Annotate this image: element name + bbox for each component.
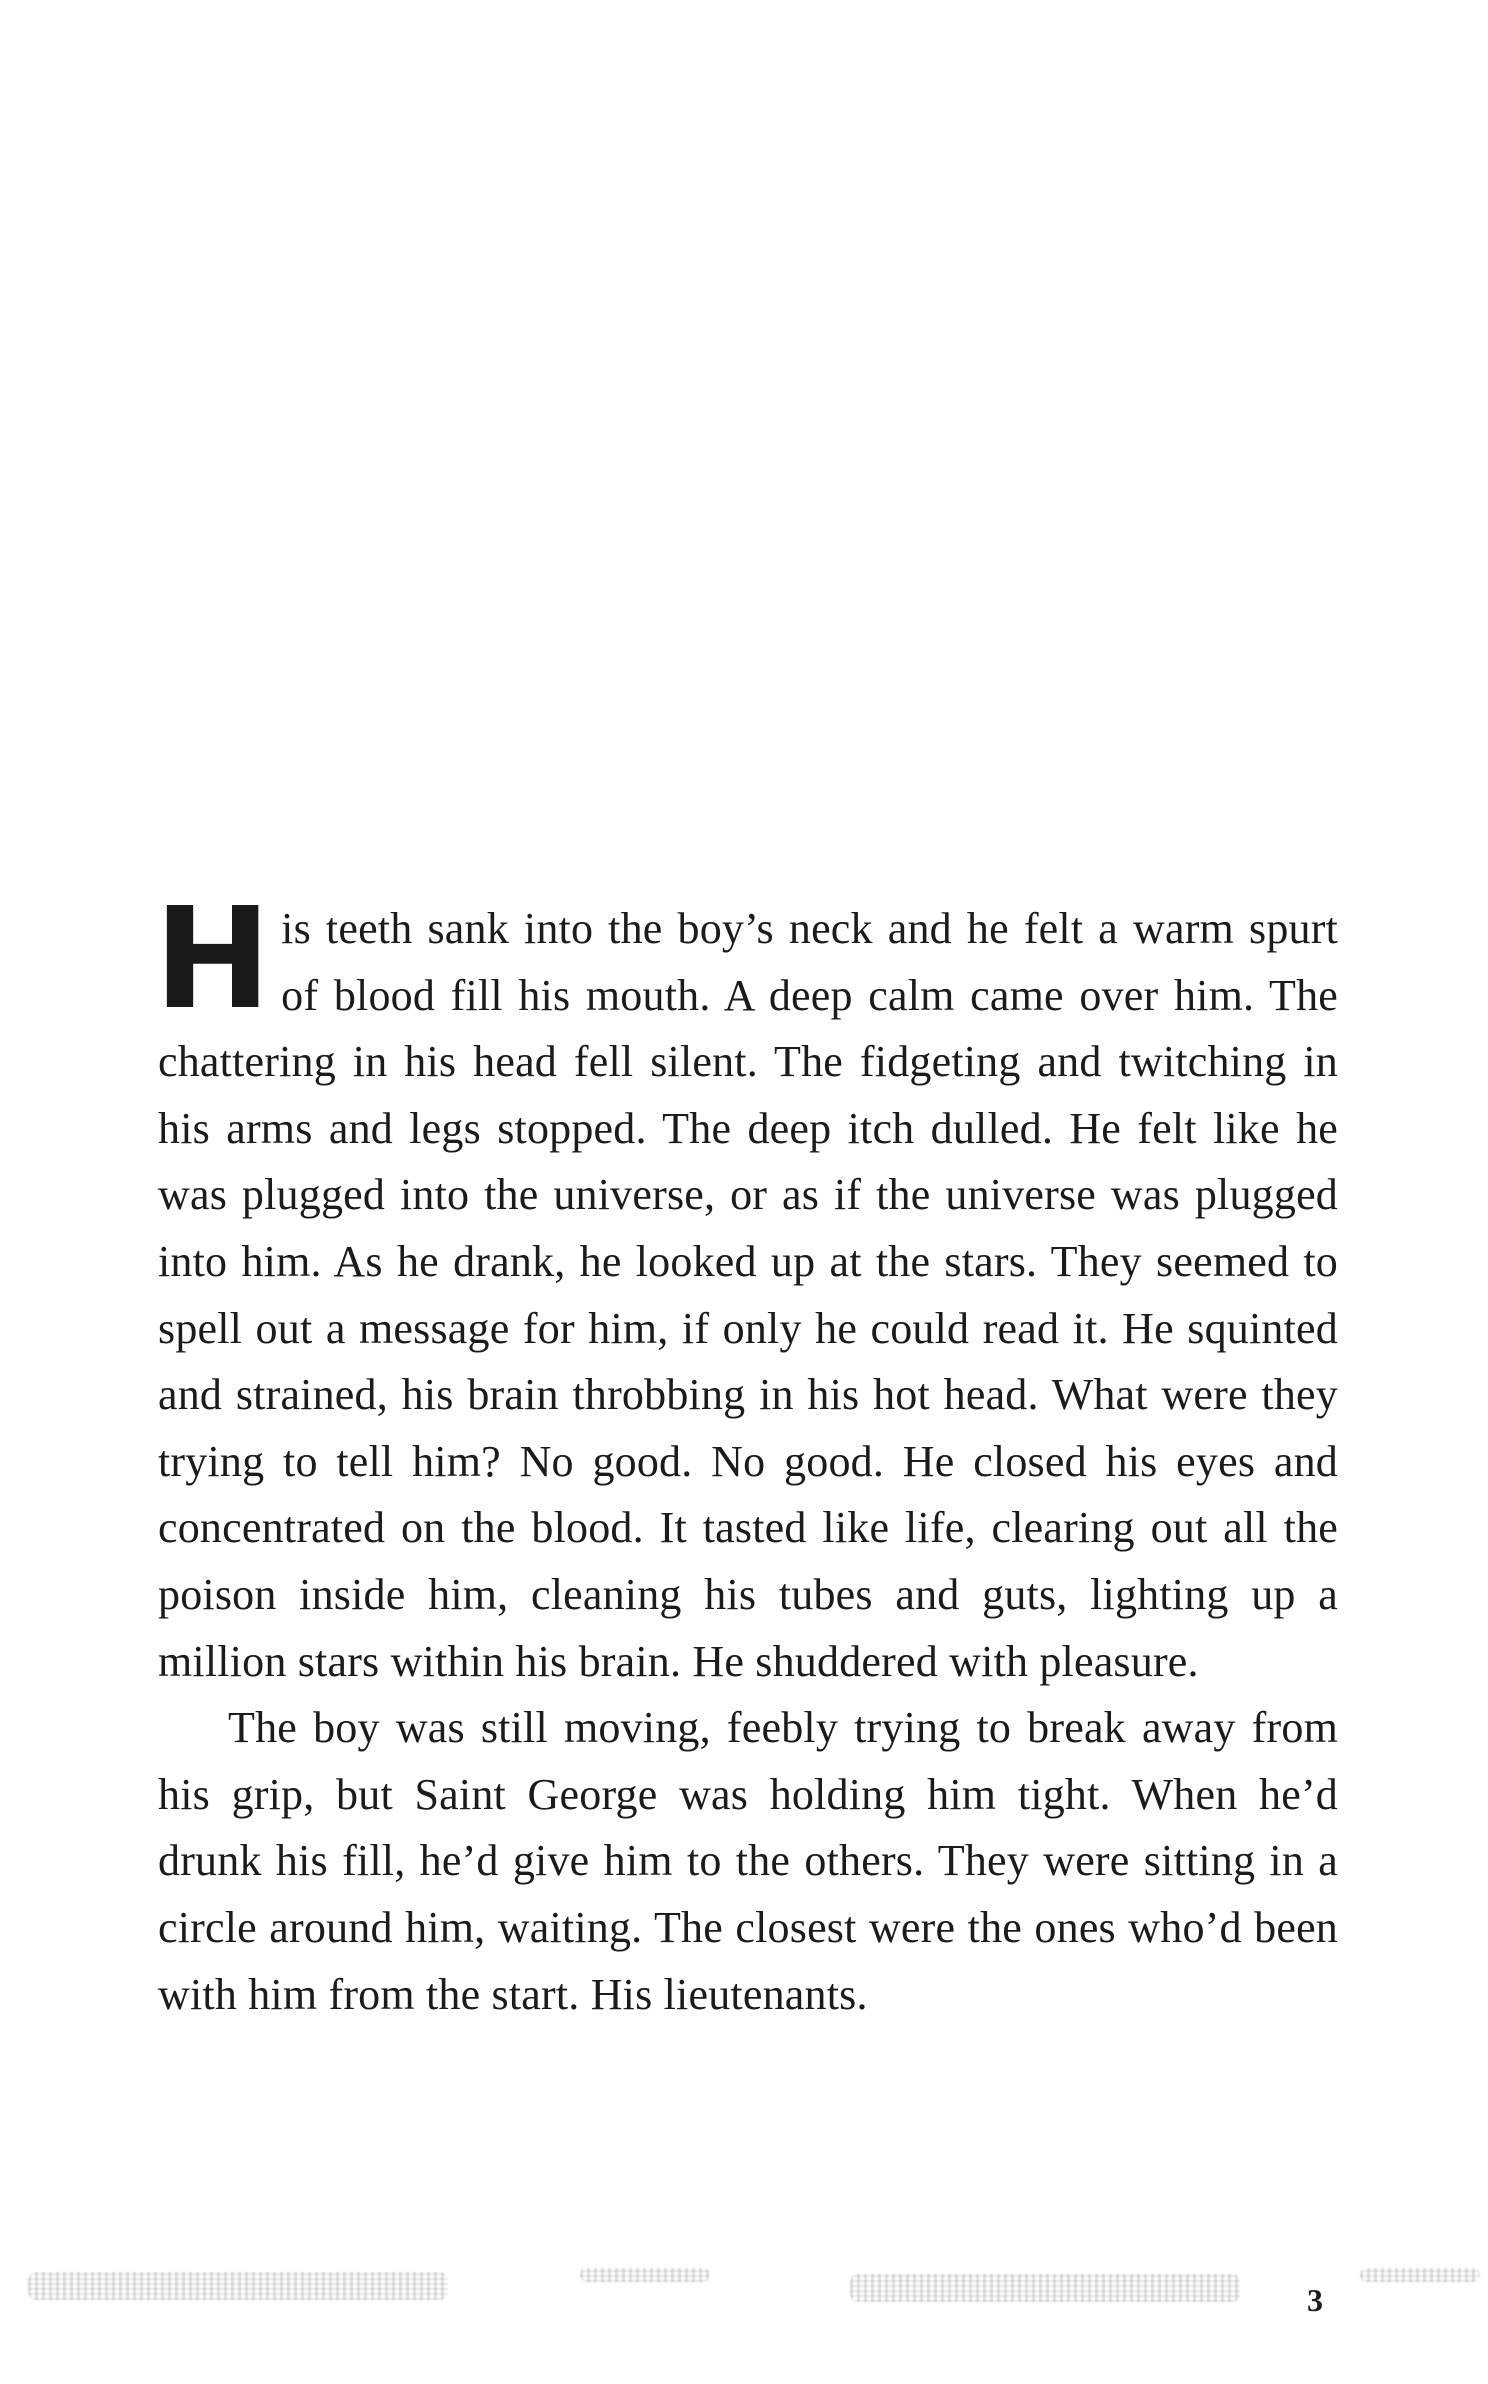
- scan-smudge: [850, 2274, 1240, 2302]
- paragraph-2: The boy was still moving, feebly trying to break away from his grip, but Saint George was holding him tight. When he’d drunk his fill, he’d give him to the others. They were sitting in a circle around him, waiting. The closest were the ones who’d been with him from the start. His lieutenants.: [158, 1703, 1338, 2019]
- paragraph-1-text: is teeth sank into the boy’s neck and he felt a warm spurt of blood fill his mouth. A deep calm came over him. The chattering in his head fell silent. The fidgeting and twitching in his arms and legs stopped. The deep itch dulled. He felt like he was plugged into the universe, or as if the universe was plugged into him. As he drank, he looked up at the stars. They seemed to spell out a message for him, if only he could read it. He squinted and strained, his brain throbbing in his hot head. What were they trying to tell him? No good. No good. He closed his eyes and concentrated on the blood. It tasted like life, clearing out all the poison inside him, cleaning his tubes and guts, lighting up a million stars within his brain. He shuddered with pleasure.: [158, 904, 1338, 1686]
- paragraph-1: [154, 878, 1338, 1695]
- drop-cap: H: [154, 878, 270, 1041]
- body-text: [154, 878, 1338, 2028]
- footer-scan-smudges: [0, 2262, 1488, 2312]
- scan-smudge: [28, 2272, 448, 2300]
- scan-smudge: [580, 2268, 710, 2282]
- page-number: 3: [1307, 2282, 1323, 2318]
- scan-smudge: [1360, 2268, 1480, 2282]
